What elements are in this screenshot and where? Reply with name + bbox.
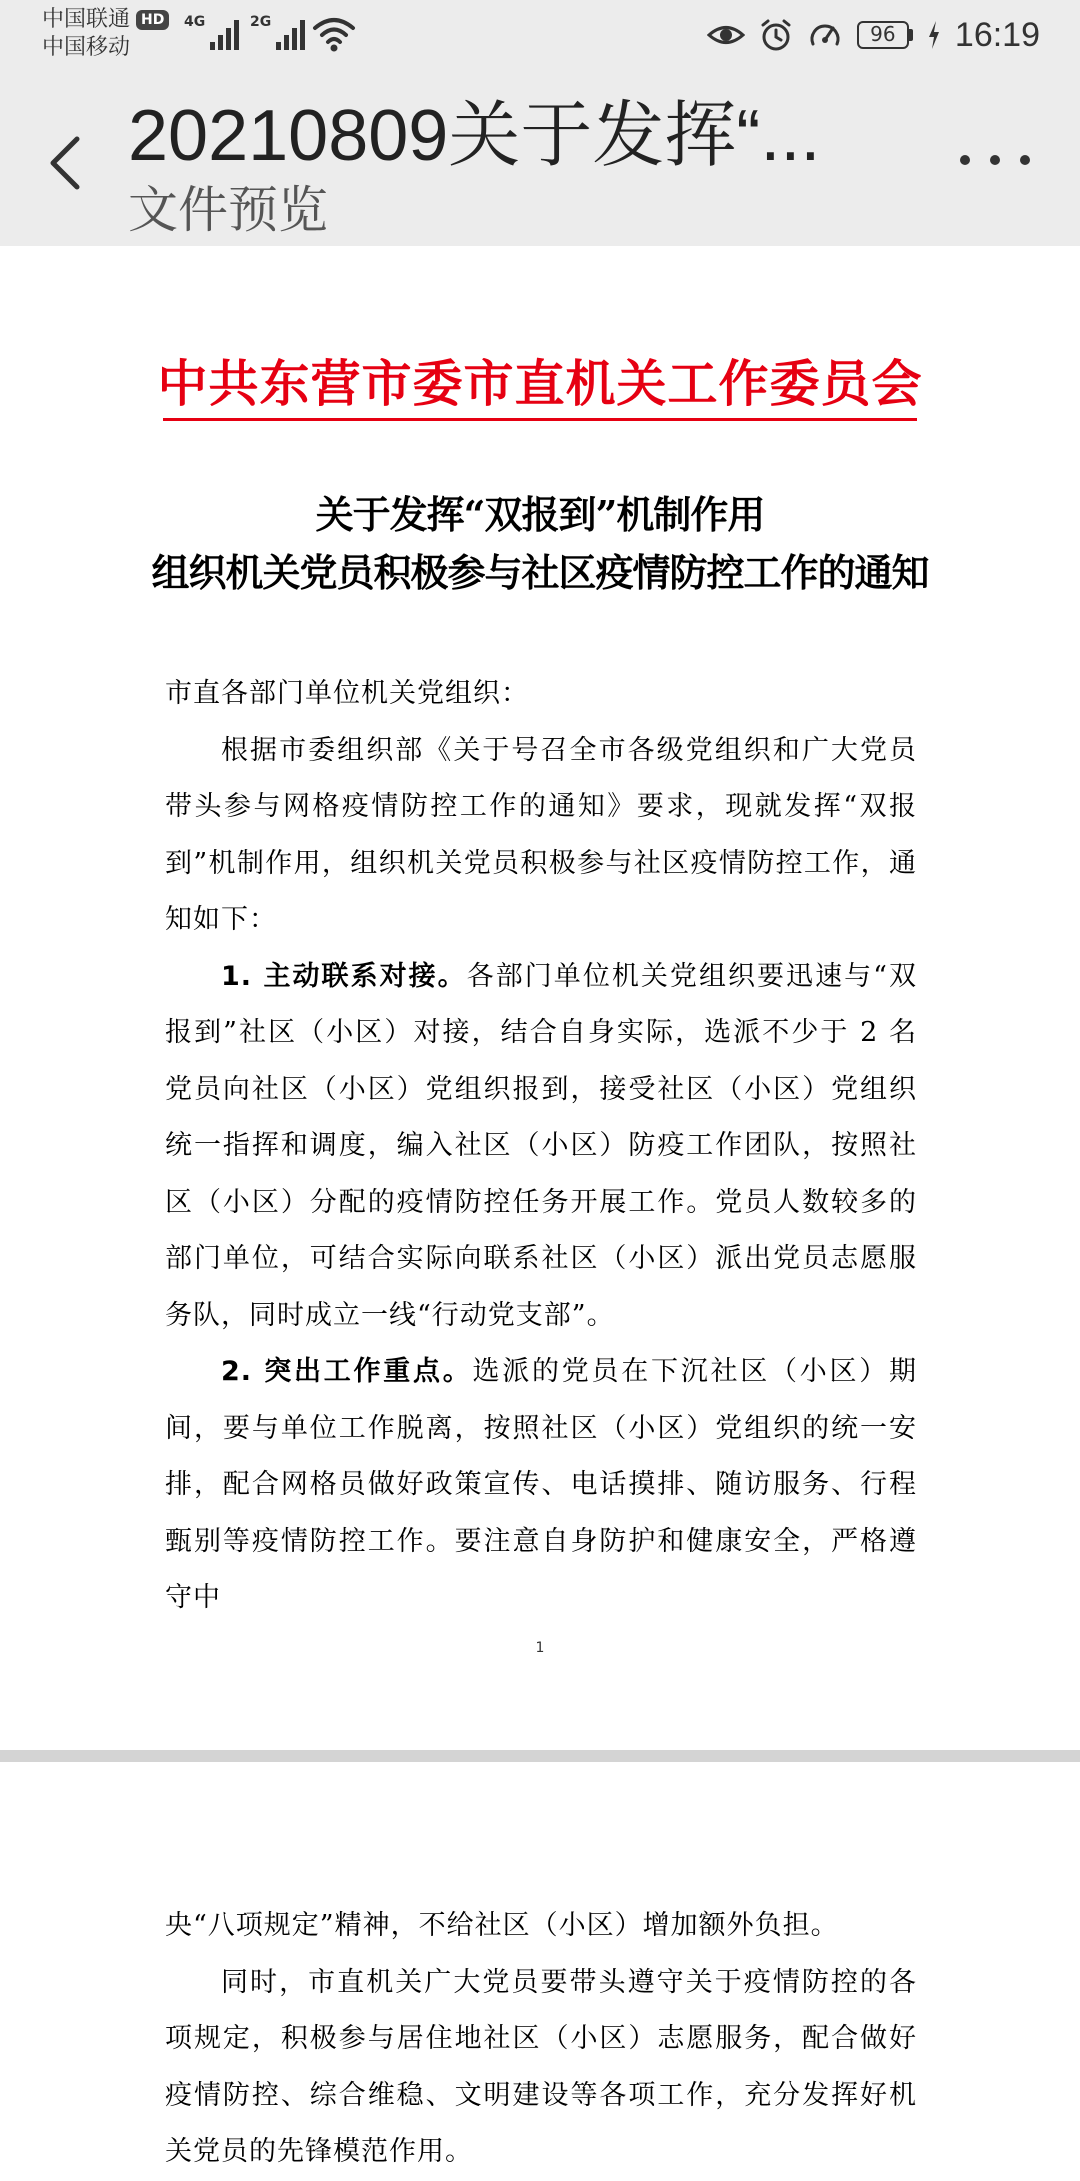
status-icons: [707, 10, 1040, 60]
continued-text: 央“八项规定”精神，不给社区（小区）增加额外负担。: [165, 1910, 839, 1941]
document-body-page-2: [165, 1898, 917, 2181]
document-title: 20210809关于发挥“...: [128, 96, 821, 176]
page-separator: [0, 1750, 1080, 1762]
chevron-left-icon: [47, 135, 81, 195]
closing-paragraph: 同时，市直机关广大党员要带头遵守关于疫情防控的各项规定，积极参与居住地社区（小区）志愿服务，配合做好疫情防控、综合维稳、文明建设等各项工作，充分发挥好机关党员的先锋模范作用。: [165, 1966, 917, 2167]
document-page-1[interactable]: [0, 246, 1080, 1750]
more-icon-dot-3: [1020, 155, 1030, 165]
item-1-paragraph: [165, 949, 917, 1345]
battery-level: 96: [857, 21, 909, 49]
org-header: 中共东营市委市直机关工作委员会: [157, 354, 923, 413]
eye-comfort-icon: [707, 20, 745, 50]
data-saver-icon: [807, 18, 843, 52]
signal-2-label: 2G: [250, 14, 272, 30]
signal-2-icon: [250, 14, 305, 50]
item-1-lead: 1. 主动联系对接。: [221, 960, 467, 992]
carrier-2: 中国移动: [42, 35, 131, 60]
heading-line-1: 关于发挥“双报到”机制作用: [315, 492, 765, 537]
more-button[interactable]: [960, 140, 1030, 180]
signal-1-label: 4G: [184, 14, 206, 30]
item-2-paragraph: [165, 1344, 917, 1627]
document-body: [165, 666, 917, 1627]
status-bar: [0, 0, 1080, 70]
back-button[interactable]: [40, 130, 88, 200]
intro-paragraph: 根据市委组织部《关于号召全市各级党组织和广大党员带头参与网格疫情防控工作的通知》要求，现就发挥“双报到”机制作用，组织机关党员积极参与社区疫情防控工作，通知如下：: [165, 734, 917, 935]
alarm-icon: [759, 18, 793, 52]
page-number: 1: [535, 1640, 545, 1656]
item-2-text: 选派的党员在下沉社区（小区）期间，要与单位工作脱离，按照社区（小区）党组织的统一安排，配合网格员做好政策宣传、电话摸排、随访服务、行程甄别等疫情防控工作。要注意自身防护和健康安全，严格遵守中: [165, 1356, 917, 1613]
more-icon: [960, 155, 970, 165]
charging-icon: [927, 20, 941, 50]
red-divider: [163, 418, 917, 421]
document-subtitle: 文件预览: [128, 181, 328, 239]
heading-line-2: 组织机关党员积极参与社区疫情防控工作的通知: [151, 550, 929, 595]
carrier-1: 中国联通: [42, 7, 131, 32]
signal-1-icon: [184, 14, 239, 50]
hd-badge: HD: [136, 10, 169, 30]
battery-icon: [857, 21, 913, 49]
status-time: 16:19: [954, 15, 1040, 54]
document-page-2[interactable]: [0, 1762, 1080, 2167]
carrier-info: [42, 6, 169, 62]
title-bar: [0, 70, 1080, 246]
document-heading: [0, 486, 1080, 602]
item-2-lead: 2. 突出工作重点。: [221, 1356, 473, 1387]
item-1-text: 各部门单位机关党组织要迅速与“双报到”社区（小区）对接，结合自身实际，选派不少于 2 名党员向社区（小区）党组织报到，接受社区（小区）党组织统一指挥和调度，编入社区（小区）防疫工作团队，按照社区（小区）分配的疫情防控任务开展工作。党员人数较多的部门单位，可结合实际向联系社区（小区）派出党员志愿服务队，同时成立一线“行动党支部”。: [165, 960, 917, 1331]
more-icon-dot-2: [990, 155, 1000, 165]
wifi-icon: [312, 16, 356, 56]
salutation: 市直各部门单位机关党组织：: [165, 678, 529, 709]
